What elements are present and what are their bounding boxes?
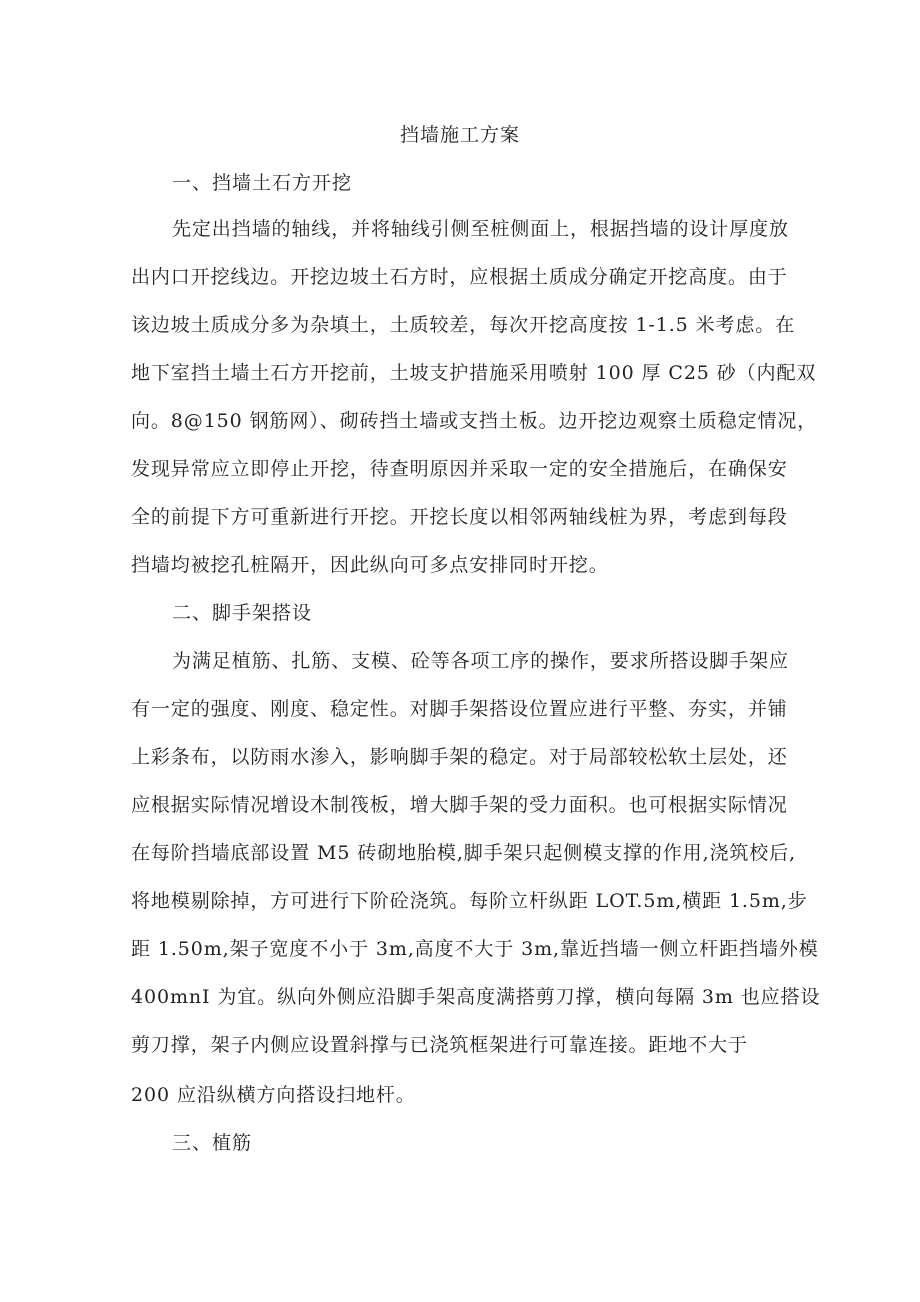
- section-2-line: 应根据实际情况增设木制筏板，增大脚手架的受力面积。也可根据实际情况: [131, 794, 788, 816]
- section-2-heading: 二、脚手架搭设: [172, 602, 313, 624]
- section-2-line: 距 1.50m,架子宽度不小于 3m,高度不大于 3m,靠近挡墙一侧立杆距挡墙外模: [131, 938, 819, 960]
- section-1-heading: 一、挡墙土石方开挖: [172, 172, 353, 194]
- section-1-line: 发现异常应立即停止开挖，待查明原因并采取一定的安全措施后，在确保安: [131, 458, 788, 480]
- section-1-line: 向。8@150 钢筋网）、砌砖挡土墙或支挡土板。边开挖边观察土质稳定情况，: [131, 410, 818, 432]
- section-1-line: 全的前提下方可重新进行开挖。开挖长度以相邻两轴线桩为界，考虑到每段: [131, 506, 788, 528]
- section-2-line: 为满足植筋、扎筋、支模、砼等各项工序的操作，要求所搭设脚手架应: [172, 650, 789, 672]
- section-2-line: 有一定的强度、刚度、稳定性。对脚手架搭设位置应进行平整、夯实，并铺: [131, 698, 788, 720]
- section-2-line: 400mnI 为宜。纵向外侧应沿脚手架高度满搭剪刀撑，横向每隔 3m 也应搭设: [131, 986, 821, 1008]
- section-1-line: 该边坡土质成分多为杂填土，土质较差，每次开挖高度按 1-1.5 米考虑。在: [131, 314, 796, 336]
- section-2-line: 上彩条布，以防雨水渗入，影响脚手架的稳定。对于局部较松软土层处，还: [131, 746, 788, 768]
- section-3-heading: 三、植筋: [172, 1132, 253, 1154]
- section-2-line: 剪刀撑，架子内侧应设置斜撑与已浇筑框架进行可靠连接。距地不大于: [131, 1034, 748, 1056]
- section-1-line: 挡墙均被挖孔桩隔开，因此纵向可多点安排同时开挖。: [131, 554, 609, 576]
- section-2-line: 200 应沿纵横方向搭设扫地杆。: [131, 1084, 416, 1106]
- section-2-line: 在每阶挡墙底部设置 M5 砖砌地胎模,脚手架只起侧模支撑的作用,浇筑校后,: [131, 842, 797, 864]
- section-1-line: 地下室挡土墙土石方开挖前，土坡支护措施采用喷射 100 厚 C25 砂（内配双: [131, 362, 817, 384]
- document-title: 挡墙施工方案: [399, 124, 520, 146]
- section-1-line: 先定出挡墙的轴线，并将轴线引侧至桩侧面上，根据挡墙的设计厚度放: [172, 218, 789, 240]
- section-1-line: 出内口开挖线边。开挖边坡土石方时，应根据土质成分确定开挖高度。由于: [131, 266, 788, 288]
- section-2-line: 将地模剔除掉，方可进行下阶砼浇筑。每阶立杆纵距 LOT.5m,横距 1.5m,步: [131, 890, 808, 912]
